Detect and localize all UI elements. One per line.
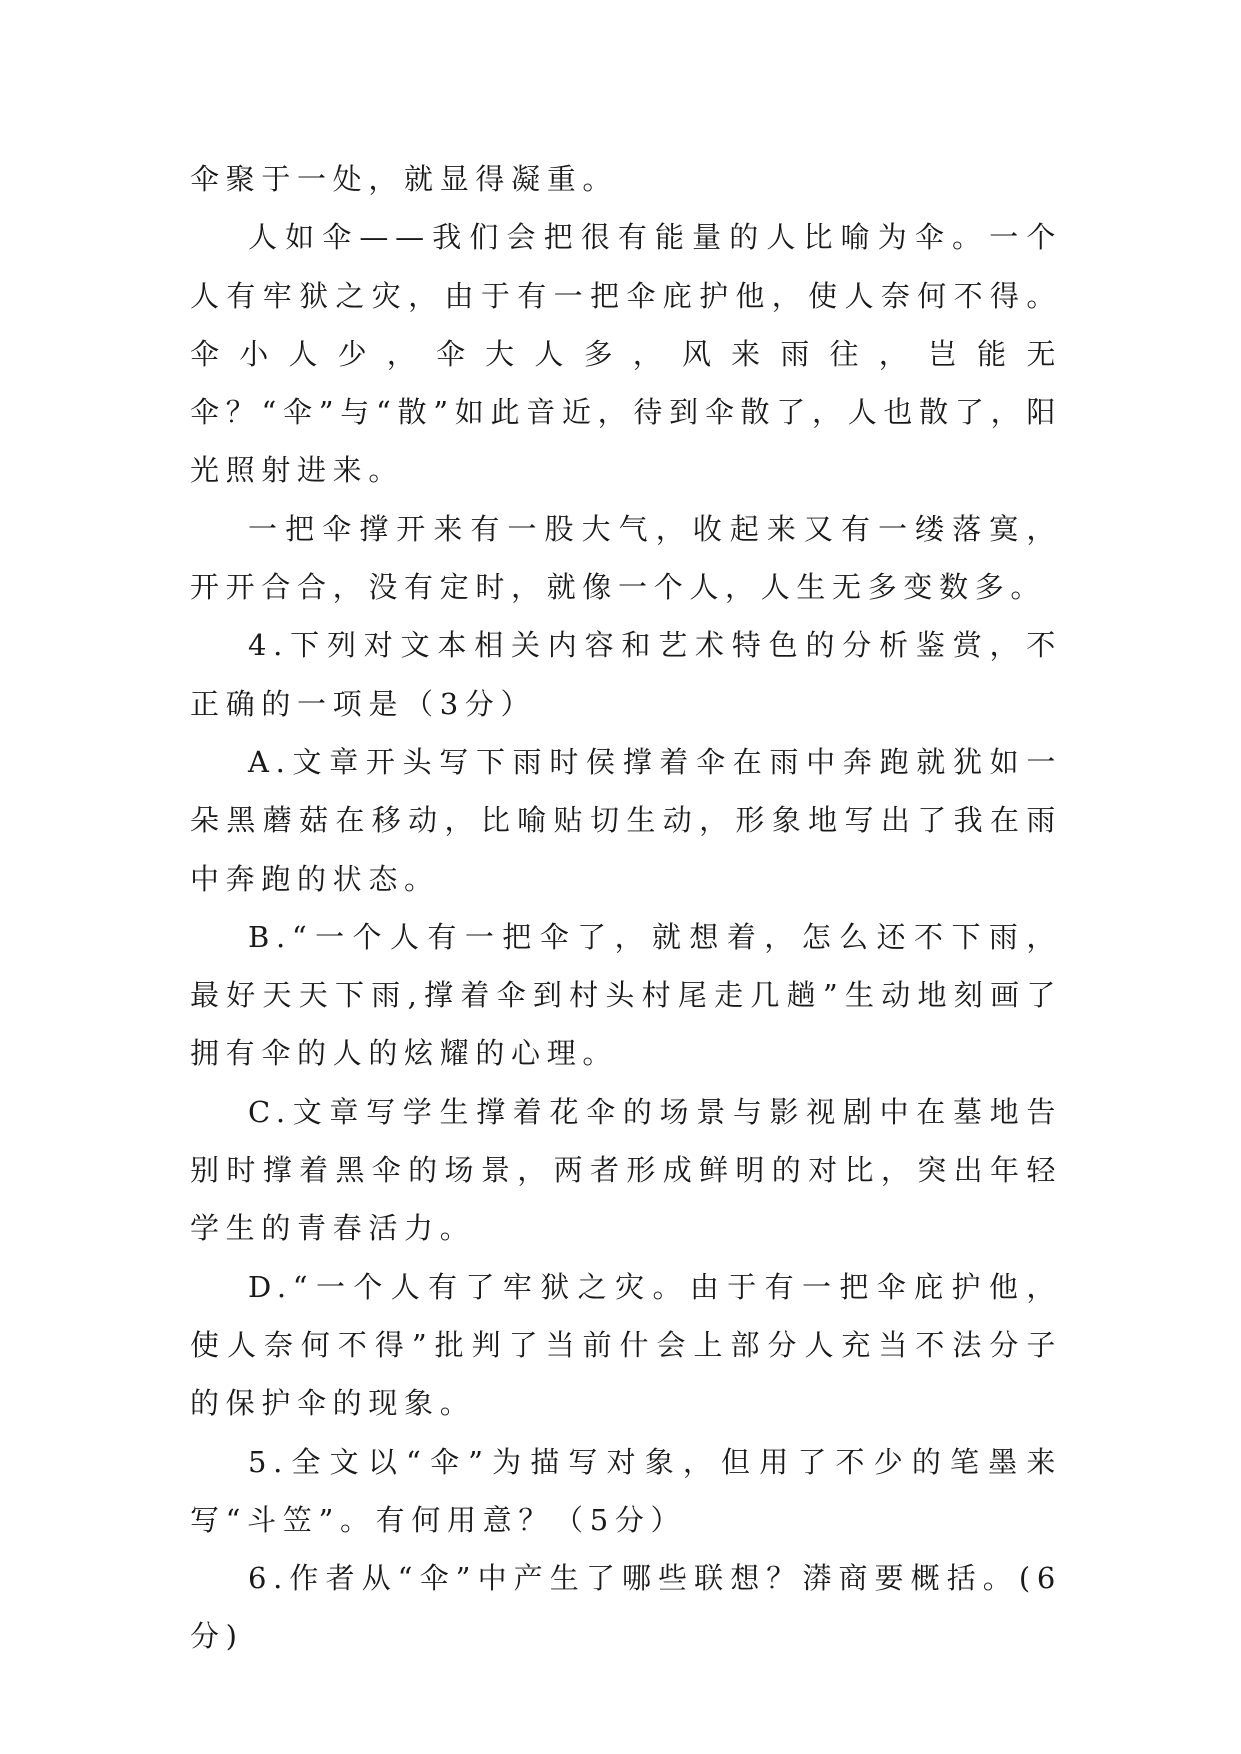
question-4-option-d: D.“一个人有了牢狱之灾。由于有一把伞庇护他，使人奈何不得”批判了当前什会上部分人充当不法分子的保护伞的现象。 — [190, 1269, 1062, 1421]
question-4-option-a: A.文章开头写下雨时侯撑着伞在雨中奔跑就犹如一朵黑蘑菇在移动，比喻贴切生动，形象地写出了我在雨中奔跑的状态。 — [190, 744, 1062, 896]
paragraph-opening: 伞聚于一处，就显得凝重。 — [190, 162, 619, 196]
question-4-option-b: B.“一个人有一把伞了，就想着，怎么还不下雨，最好天天下雨,撑着伞到村头村尾走几趟”生动地刻画了拥有伞的人的炫耀的心理。 — [190, 919, 1062, 1071]
question-6: 6.作者从“伞”中产生了哪些联想？漭商要概括。(6分) — [190, 1561, 1062, 1654]
question-4: 4.下列对文本相关内容和艺术特色的分析鉴赏，不正确的一项是（3分） — [190, 628, 1062, 721]
paragraph-umbrella-life: 一把伞撑开来有一股大气，收起来又有一缕落寞，开开合合，没有定时，就像一个人，人生无多变数多。 — [190, 511, 1062, 605]
paragraph-umbrella-metaphor: 人如伞——我们会把很有能量的人比喻为伞。一个人有牢狱之灾，由于有一把伞庇护他，使人奈何不得。伞小人少，伞大人多，风来雨往，岂能无伞？“伞”与“散”如此音近，待到伞散了，人也散了，阳光照射进来。 — [190, 220, 1062, 488]
question-5: 5.全文以“伞”为描写对象，但用了不少的笔墨来写“斗笠”。有何用意？（5分） — [190, 1444, 1062, 1537]
document-page — [190, 150, 1062, 1666]
question-4-option-c: C.文章写学生撑着花伞的场景与影视剧中在墓地告别时撑着黑伞的场景，两者形成鲜明的对比，突出年轻学生的青春活力。 — [190, 1094, 1062, 1246]
